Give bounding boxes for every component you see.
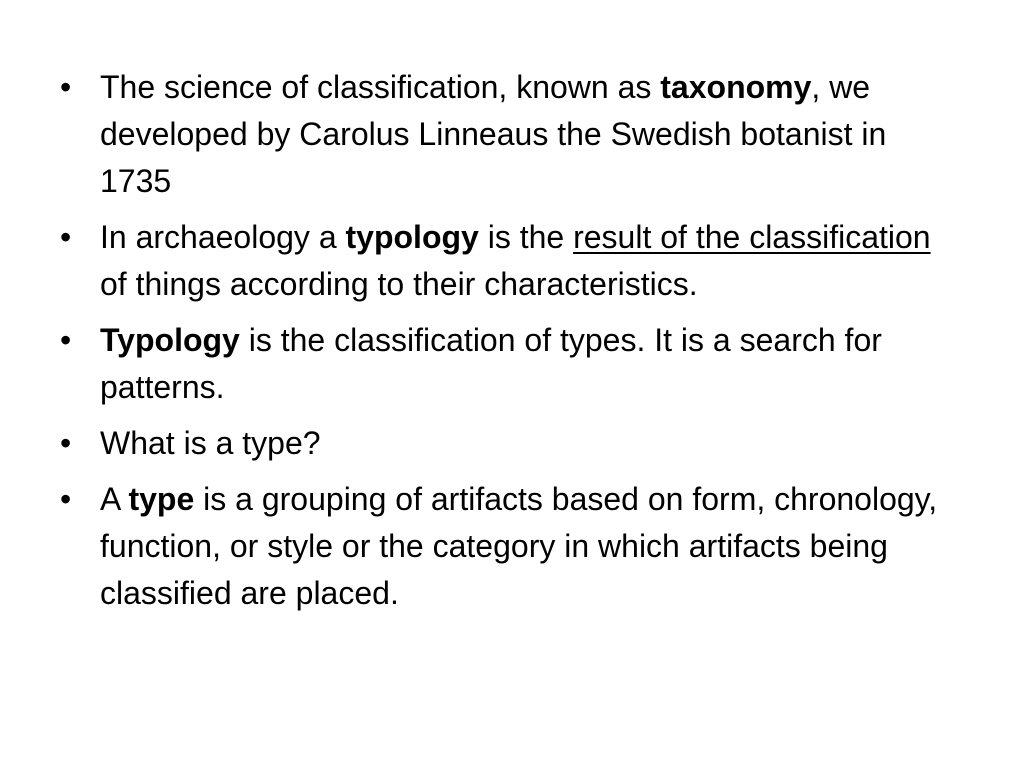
bullet-bold-term: taxonomy [660,69,812,105]
bullet-list [60,64,940,626]
bullet-text: is the [478,219,574,255]
bullet-icon: • [60,69,72,105]
bullet-item-taxonomy [60,64,940,205]
bullet-item-typology-definition [60,317,940,411]
bullet-icon: • [60,425,72,461]
bullet-item-question [60,420,940,467]
bullet-icon: • [60,322,72,358]
bullet-icon: • [60,481,72,517]
bullet-item-typology-archaeology [60,214,940,308]
bullet-bold-term: Typology [100,322,240,358]
bullet-text: is a grouping of artifacts based on form, chronology, function, or style or the category in which artifacts being classified are placed. [100,481,938,611]
bullet-text: A [100,481,129,517]
bullet-icon: • [60,219,72,255]
bullet-text: of things according to their characteristics. [100,266,698,302]
bullet-text: In archaeology a [100,219,346,255]
bullet-item-type-definition [60,476,940,617]
bullet-text: What is a type? [100,425,321,461]
bullet-text: The science of classification, known as [100,69,661,105]
bullet-text: , we developed by Carolus Linneaus the Swedish botanist in 1735 [100,69,887,199]
bullet-text: is the classification of types. It is a search for patterns. [100,322,882,405]
bullet-bold-term: type [128,481,195,517]
bullet-underlined-phrase: result of the classification [573,219,931,255]
bullet-bold-term: typology [345,219,479,255]
